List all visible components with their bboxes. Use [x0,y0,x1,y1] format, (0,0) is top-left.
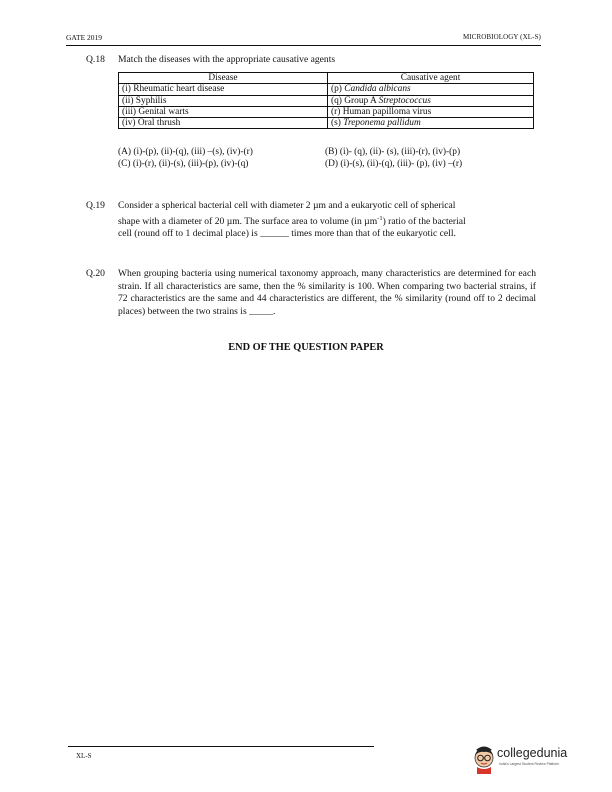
options-left [118,147,253,171]
disease-cell: (iv) Oral thrush [119,118,328,129]
question-line: cell (round off to 1 decimal place) is ______ times more than that of the eukaryotic cell. [118,228,456,240]
agent-cell [328,106,534,117]
question-text: Match the diseases with the appropriate causative agents [118,54,336,65]
question-line-part: shape with a diameter of 20 µm. The surface area to volume (in µm [118,215,378,227]
table-row [119,106,534,117]
disease-cell: (iii) Genital warts [119,106,328,117]
question-line-part: ) ratio of the bacterial [382,215,466,227]
logo-tagline: India's Largest Student Review Platform [499,762,560,766]
question-number: Q.19 [86,200,105,211]
table-header-row [119,73,534,84]
agent-name: Streptococcus [378,95,431,106]
collegedunia-logo [470,739,580,779]
options-right [325,147,462,171]
agent-cell [328,95,534,106]
option-c: (C) (i)-(r), (ii)-(s), (iii)-(p), (iv)-(q) [118,158,249,169]
agent-name: Candida albicans [344,84,411,95]
end-of-paper-note: END OF THE QUESTION PAPER [228,342,384,353]
footer-rule [68,746,374,747]
agent-prefix: (p) [331,84,345,95]
question-20 [86,268,546,322]
disease-cell: (ii) Syphilis [119,95,328,106]
question-text: When grouping bacteria using numerical taxonomy approach, many characteristics are determined for each strain. If all characteristics are same, then the % similarity is 100. When comparing two bacterial strains, if 72 characteristics are the same and 44 characteristics are different, the % similarity (round off to 2 decimal places) between the two strains is _____. [118,268,536,317]
agent-column-header: Causative agent [328,73,534,84]
agent-cell [328,84,534,95]
agent-cell [328,118,534,129]
disease-column-header: Disease [119,73,328,84]
option-b: (B) (i)- (q), (ii)- (s), (iii)-(r), (iv)-(p) [325,147,461,157]
question-number: Q.20 [86,268,105,279]
question-line [118,213,536,229]
question-line: Consider a spherical bacterial cell with diameter 2 µm and a eukaryotic cell of spherical [118,200,456,211]
agent-name: Human papilloma virus [342,106,432,117]
agent-prefix: (s) [331,118,344,129]
option-a: (A) (i)-(p), (ii)-(q), (iii) –(s), (iv)-(r) [118,147,253,157]
question-text [118,200,536,241]
agent-name: Treponema pallidum [343,118,421,129]
header-left: GATE 2019 [66,33,103,42]
option-d: (D) (i)-(s), (ii)-(q), (iii)- (p), (iv) –(r) [325,158,463,169]
mascot-icon [470,741,498,775]
agent-prefix: (r) [331,106,343,117]
header-rule [66,45,541,46]
question-number: Q.18 [86,54,105,65]
logo-wordmark: collegedunia [497,746,568,760]
match-table [118,72,534,129]
table-row [119,118,534,129]
table-row [119,95,534,106]
agent-prefix: (q) Group A [331,95,379,106]
header-right: MICROBIOLOGY (XL-S) [462,33,541,41]
table-row [119,84,534,95]
footer-left: XL-S [76,752,92,760]
question-19 [86,200,546,240]
question-18 [86,54,546,66]
disease-cell: (i) Rheumatic heart disease [119,84,328,95]
superscript: -1 [377,214,383,222]
